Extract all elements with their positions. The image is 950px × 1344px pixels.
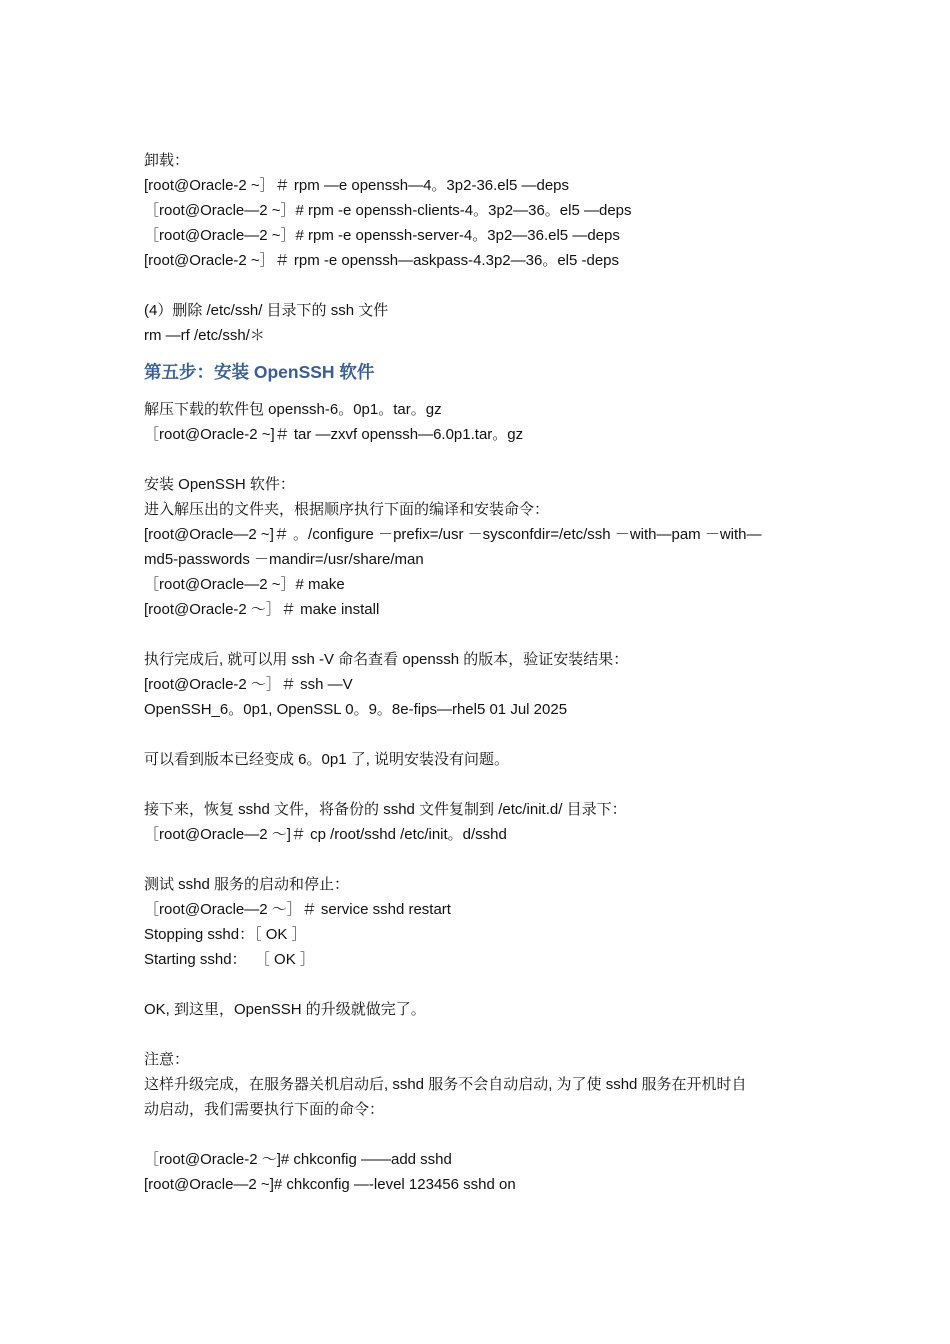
uninstall-command-2: ［root@Oracle—2 ~］# rpm -e openssh-clients-4。3p2—36。el5 —deps [144, 202, 632, 219]
spacer [144, 1122, 804, 1147]
spacer [144, 447, 804, 472]
delete-label: (4）删除 /etc/ssh/ 目录下的 ssh 文件 [144, 302, 389, 319]
uninstall-command-4: [root@Oracle-2 ~］＃ rpm -e openssh—askpass-4.3p2—36。el5 -deps [144, 252, 620, 269]
make-install-command: [root@Oracle-2 ～］＃ make install [144, 601, 380, 618]
test-command: ［root@Oracle—2 ～］＃ service sshd restart [144, 901, 451, 918]
restore-command: ［root@Oracle—2 ～]＃ cp /root/sshd /etc/init。d/sshd [144, 826, 507, 843]
configure-command-line-1: [root@Oracle—2 ~]＃ 。/configure －prefix=/usr －sysconfdir=/etc/ssh －with—pam －with— [144, 526, 762, 543]
spacer [144, 722, 804, 747]
verify-output: OpenSSH_6。0p1, OpenSSL 0。9。8e-fips—rhel5 01 Jul 2025 [144, 701, 568, 718]
document-page [144, 148, 804, 1197]
stopping-output: Stopping sshd：［ OK ］ [144, 926, 307, 943]
verify-description: 执行完成后, 就可以用 ssh -V 命名查看 openssh 的版本，验证安装结果： [144, 651, 629, 668]
notice-label: 注意： [144, 1051, 190, 1068]
uninstall-command-3: ［root@Oracle—2 ~］# rpm -e openssh-server-4。3p2—36.el5 —deps [144, 227, 620, 244]
configure-command-line-2: md5-passwords －mandir=/usr/share/man [144, 551, 424, 568]
restore-description: 接下来，恢复 sshd 文件，将备份的 sshd 文件复制到 /etc/init.d/ 目录下： [144, 801, 627, 818]
spacer [144, 847, 804, 872]
spacer [144, 972, 804, 997]
extract-label: 解压下载的软件包 openssh-6。0p1。tar。gz [144, 401, 442, 418]
install-description: 进入解压出的文件夹，根据顺序执行下面的编译和安装命令： [144, 501, 550, 518]
test-description: 测试 sshd 服务的启动和停止： [144, 876, 350, 893]
version-note: 可以看到版本已经变成 6。0p1 了, 说明安装没有问题。 [144, 751, 510, 768]
chkconfig-level-command: [root@Oracle—2 ~]# chkconfig —-level 123456 sshd on [144, 1176, 516, 1193]
uninstall-command-1: [root@Oracle-2 ~］＃ rpm —e openssh—4。3p2-36.el5 —deps [144, 177, 570, 194]
notice-description-line-1: 这样升级完成，在服务器关机启动后, sshd 服务不会自动启动, 为了使 sshd 服务在开机时自 [144, 1076, 747, 1093]
uninstall-label: 卸载： [144, 152, 190, 169]
spacer [144, 622, 804, 647]
verify-command: [root@Oracle-2 ～］＃ ssh —V [144, 676, 353, 693]
chkconfig-add-command: ［root@Oracle-2 ～]# chkconfig ——add sshd [144, 1151, 452, 1168]
step5-heading: 第五步：安装 OpenSSH 软件 [144, 362, 375, 382]
spacer [144, 772, 804, 797]
done-note: OK, 到这里，OpenSSH 的升级就做完了。 [144, 1001, 426, 1018]
extract-command: ［root@Oracle-2 ~]＃ tar —zxvf openssh—6.0p1.tar。gz [144, 426, 524, 443]
install-label: 安装 OpenSSH 软件： [144, 476, 295, 493]
notice-description-line-2: 动启动，我们需要执行下面的命令： [144, 1101, 385, 1118]
starting-output: Starting sshd： ［ OK ］ [144, 951, 315, 968]
spacer [144, 1022, 804, 1047]
make-command: ［root@Oracle—2 ~］# make [144, 576, 345, 593]
delete-command: rm —rf /etc/ssh/＊ [144, 327, 265, 344]
spacer [144, 273, 804, 298]
